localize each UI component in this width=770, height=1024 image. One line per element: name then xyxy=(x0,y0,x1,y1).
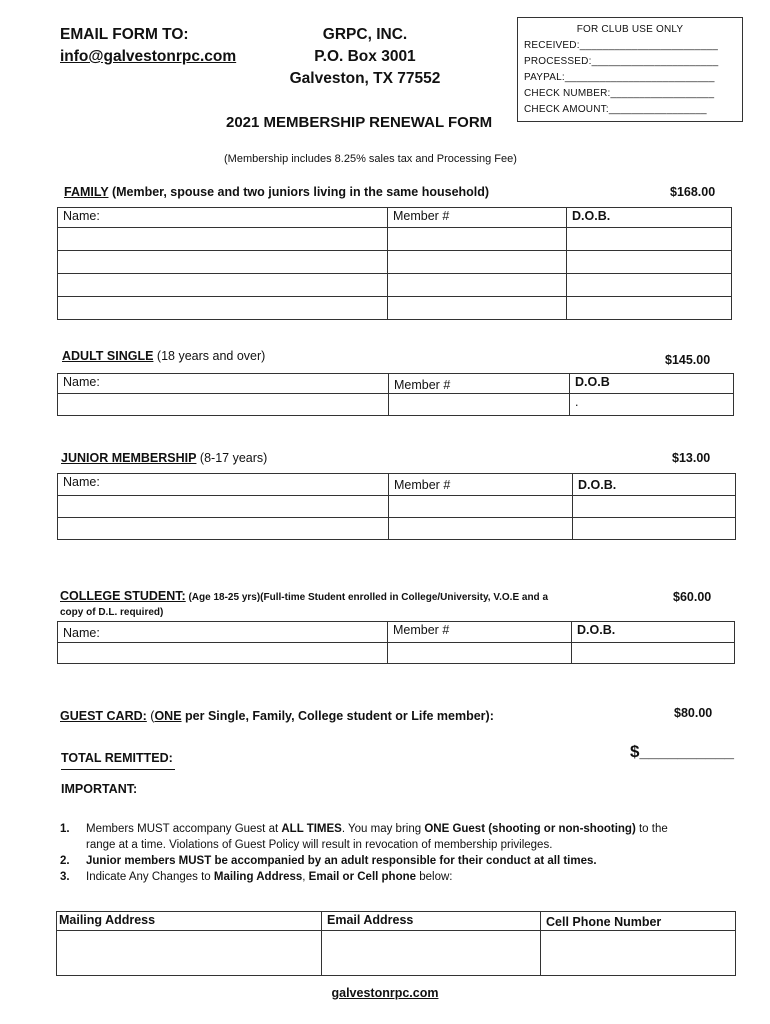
adult-member-field[interactable] xyxy=(389,394,570,416)
guest-label: GUEST CARD: xyxy=(60,709,147,723)
adult-dob-field[interactable]: . xyxy=(570,394,734,416)
org-city: Galveston, TX 77552 xyxy=(289,70,441,87)
family-dob-field-1[interactable] xyxy=(567,228,732,251)
junior-col-name: Name: xyxy=(58,474,389,496)
adult-col-name: Name: xyxy=(58,374,389,394)
adult-price: $145.00 xyxy=(665,353,711,367)
family-member-field-1[interactable] xyxy=(388,228,567,251)
college-member-field[interactable] xyxy=(388,643,572,664)
form-subtitle: (Membership includes 8.25% sales tax and Processing Fee) xyxy=(224,153,517,165)
junior-name-field-1[interactable] xyxy=(58,496,389,518)
family-col-member: Member # xyxy=(388,208,567,228)
family-table xyxy=(57,207,732,320)
family-member-field-2[interactable] xyxy=(388,251,567,274)
cell-phone-field[interactable] xyxy=(541,931,736,976)
guest-desc: per Single, Family, College student or Life member): xyxy=(181,709,494,723)
important-label: IMPORTANT: xyxy=(61,782,138,796)
junior-name-field-2[interactable] xyxy=(58,518,389,540)
guest-heading: GUEST CARD: (ONE per Single, Family, College student or Life member): xyxy=(60,709,494,723)
family-col-dob: D.O.B. xyxy=(567,208,732,228)
changes-col-mail: Mailing Address xyxy=(57,912,322,931)
important-item-3: 3. Indicate Any Changes to Mailing Address, Email or Cell phone below: xyxy=(60,871,453,883)
college-col-name: Name: xyxy=(58,622,388,643)
family-price: $168.00 xyxy=(670,185,716,199)
college-desc: (Age 18-25 yrs)(Full-time Student enrolled in College/University, V.O.E and a xyxy=(185,592,549,603)
college-name-field[interactable] xyxy=(58,643,388,664)
adult-heading xyxy=(62,349,265,363)
email-address-field[interactable] xyxy=(322,931,541,976)
total-value[interactable]: $__________ xyxy=(630,742,735,761)
changes-col-cell: Cell Phone Number xyxy=(541,912,736,931)
family-name-field-4[interactable] xyxy=(58,297,388,320)
college-dob-field[interactable] xyxy=(572,643,735,664)
adult-label: ADULT SINGLE xyxy=(62,349,154,363)
junior-heading xyxy=(61,451,267,465)
junior-label: JUNIOR MEMBERSHIP xyxy=(61,451,197,465)
adult-name-field[interactable] xyxy=(58,394,389,416)
college-heading xyxy=(60,589,548,620)
changes-table xyxy=(56,911,736,976)
junior-member-field-2[interactable] xyxy=(389,518,573,540)
family-col-name: Name: xyxy=(58,208,388,228)
junior-col-member: Member # xyxy=(389,474,573,496)
junior-table xyxy=(57,473,736,540)
club-check-amount-line: CHECK AMOUNT:_________________ xyxy=(524,104,707,115)
changes-col-email: Email Address xyxy=(322,912,541,931)
college-col-member: Member # xyxy=(388,622,572,643)
family-heading xyxy=(64,185,489,199)
important-item-2: 2. Junior members MUST be accompanied by an adult responsible for their conduct at all times. xyxy=(60,855,597,867)
family-name-field-1[interactable] xyxy=(58,228,388,251)
family-name-field-2[interactable] xyxy=(58,251,388,274)
club-paypal-line: PAYPAL:__________________________ xyxy=(524,72,715,83)
family-member-field-3[interactable] xyxy=(388,274,567,297)
mailing-address-field[interactable] xyxy=(57,931,322,976)
family-dob-field-3[interactable] xyxy=(567,274,732,297)
junior-dob-field-2[interactable] xyxy=(573,518,736,540)
adult-col-member: Member # xyxy=(389,374,570,394)
adult-table xyxy=(57,373,734,416)
guest-one: ONE xyxy=(154,709,182,723)
college-table xyxy=(57,621,735,664)
family-dob-field-2[interactable] xyxy=(567,251,732,274)
total-label: TOTAL REMITTED: xyxy=(61,751,175,770)
club-received-line: RECEIVED:________________________ xyxy=(524,40,718,51)
family-member-field-4[interactable] xyxy=(388,297,567,320)
important-item-1: 1. Members MUST accompany Guest at ALL TIMES. You may bring ONE Guest (shooting or non-shooting) to the range at a time. Violations of Guest Policy will result in revocation of membership privileges. xyxy=(60,823,668,851)
junior-desc: (8-17 years) xyxy=(196,451,268,465)
guest-price: $80.00 xyxy=(674,706,713,720)
club-use-box xyxy=(517,17,743,122)
form-title: 2021 MEMBERSHIP RENEWAL FORM xyxy=(226,114,493,131)
college-col-dob: D.O.B. xyxy=(572,622,735,643)
family-label: FAMILY xyxy=(64,185,109,199)
family-dob-field-4[interactable] xyxy=(567,297,732,320)
club-processed-line: PROCESSED:______________________ xyxy=(524,56,719,67)
footer-site-link[interactable]: galvestonrpc.com xyxy=(331,986,439,1000)
family-name-field-3[interactable] xyxy=(58,274,388,297)
club-use-title: FOR CLUB USE ONLY xyxy=(576,24,684,35)
adult-desc: (18 years and over) xyxy=(153,349,266,363)
junior-price: $13.00 xyxy=(672,451,711,465)
junior-dob-field-1[interactable] xyxy=(573,496,736,518)
junior-member-field-1[interactable] xyxy=(389,496,573,518)
important-list xyxy=(60,821,700,885)
college-label: COLLEGE STUDENT: xyxy=(60,589,186,603)
junior-col-dob: D.O.B. xyxy=(573,474,736,496)
club-check-number-line: CHECK NUMBER:__________________ xyxy=(524,88,715,99)
email-link[interactable]: info@galvestonrpc.com xyxy=(60,48,237,65)
email-form-label: EMAIL FORM TO: xyxy=(60,26,189,43)
adult-col-dob: D.O.B xyxy=(570,374,734,394)
college-price: $60.00 xyxy=(673,590,712,604)
family-desc: (Member, spouse and two juniors living in the same household) xyxy=(108,185,490,199)
org-po-box: P.O. Box 3001 xyxy=(314,48,416,65)
college-desc-2: copy of D.L. required) xyxy=(60,607,164,618)
org-name: GRPC, INC. xyxy=(322,26,408,43)
